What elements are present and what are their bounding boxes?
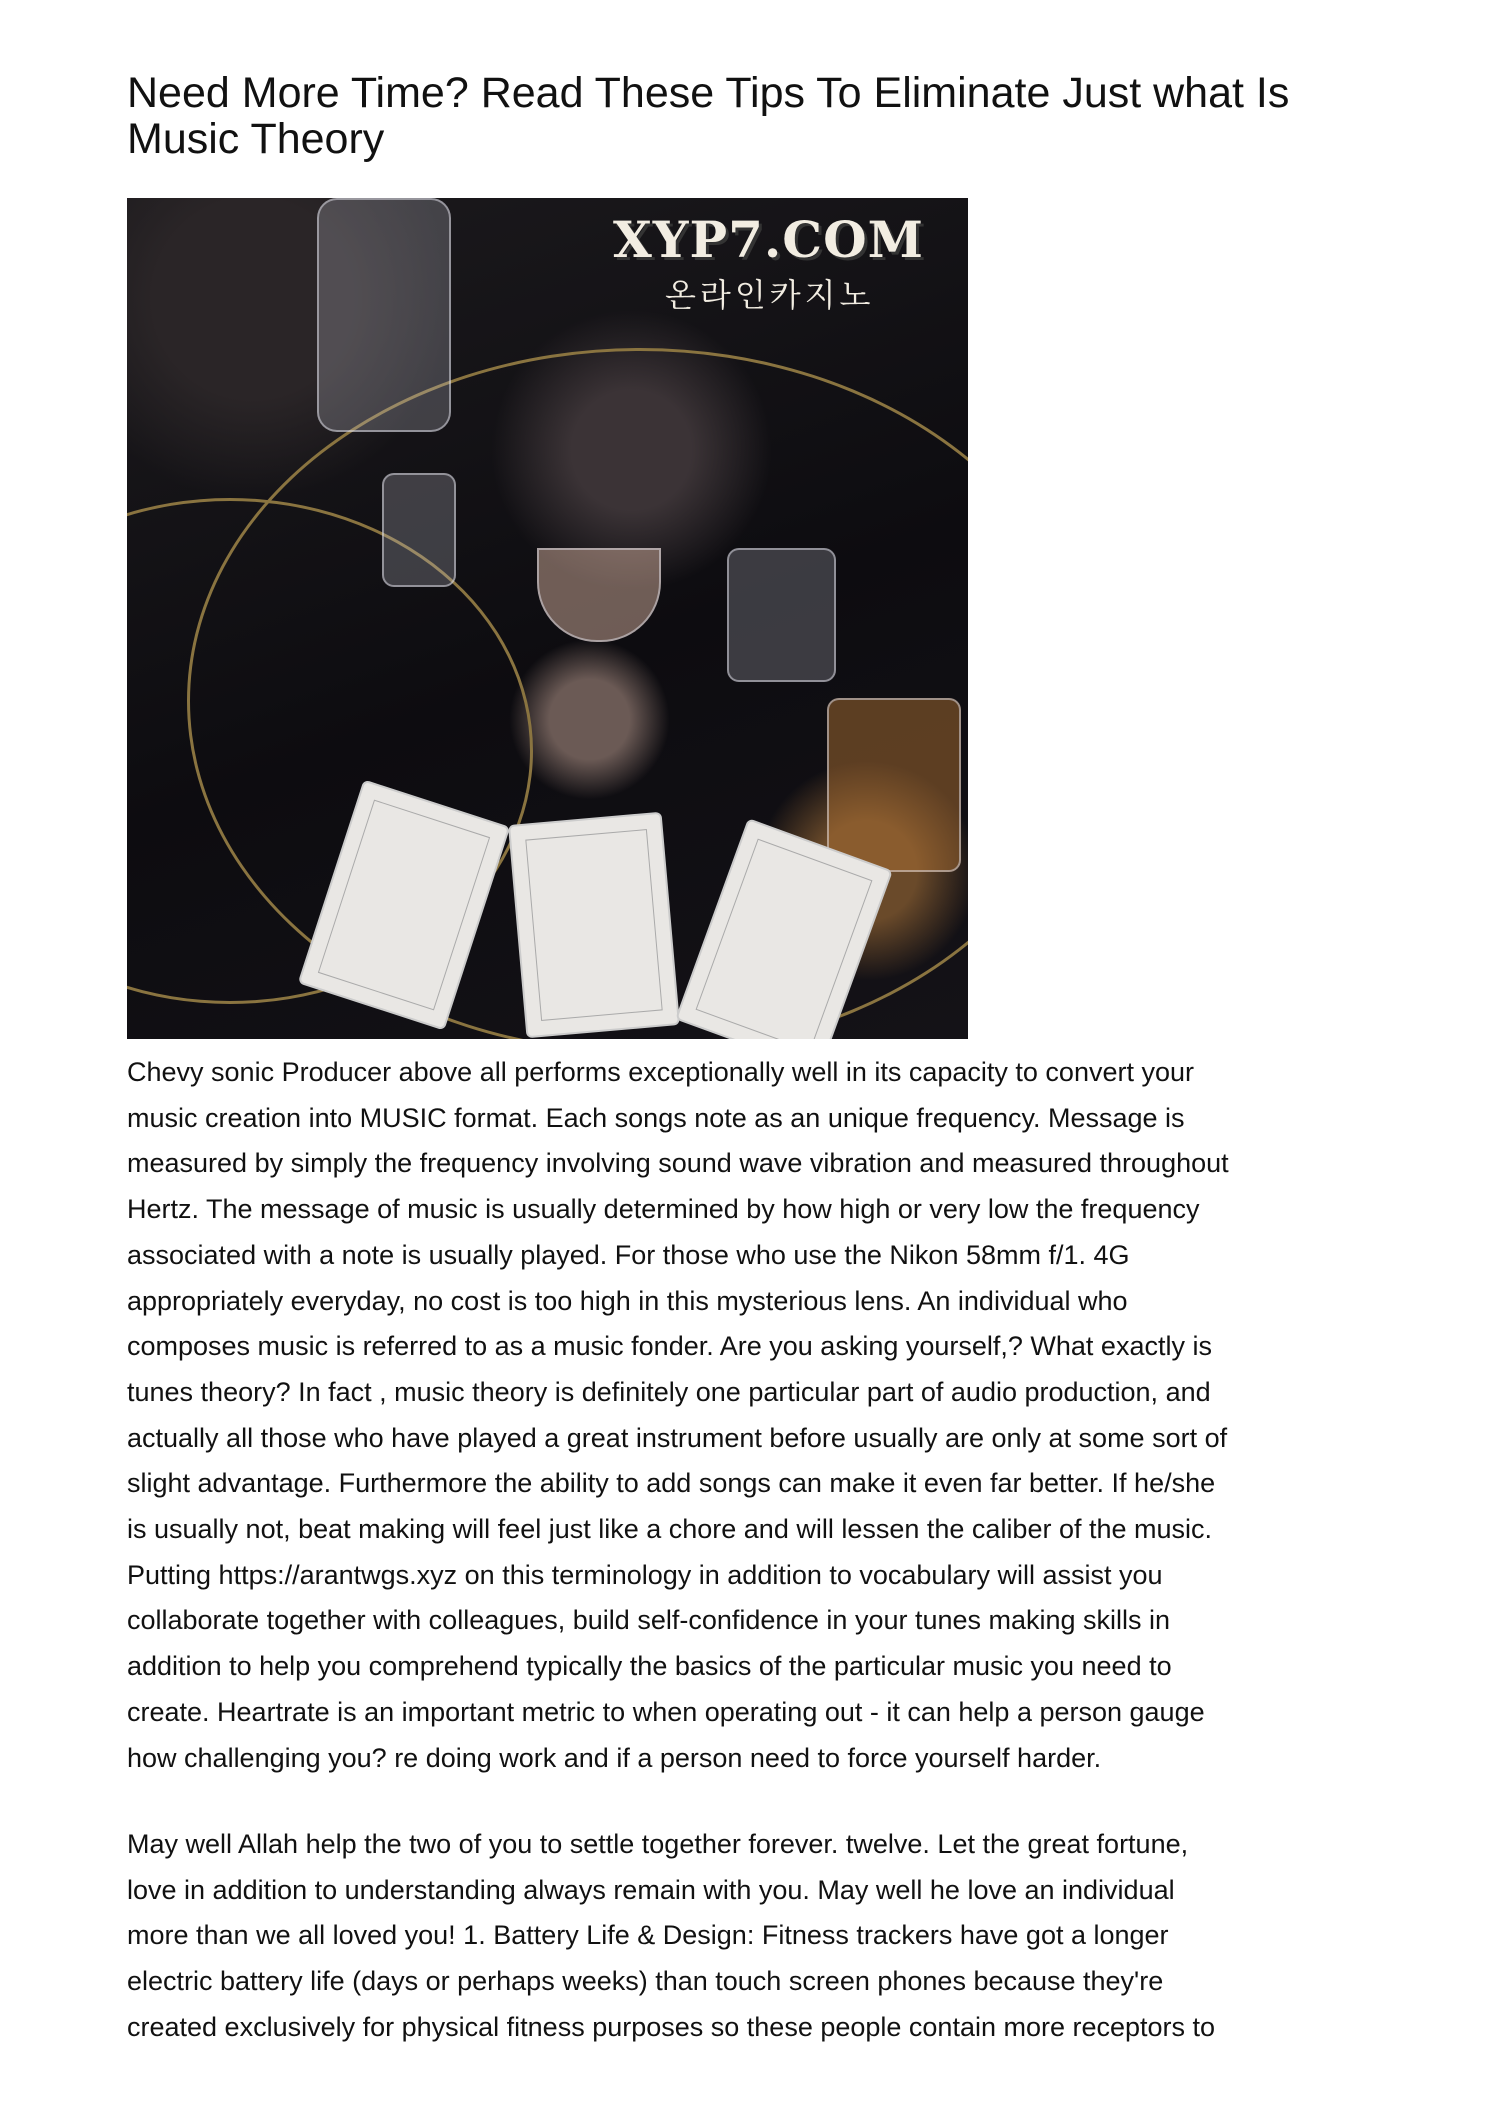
text-line: created exclusively for physical fitness purposes so these people contain more receptors to [127,2011,1216,2042]
text-line: appropriately everyday, no cost is too high in this mysterious lens. An individual who [127,1285,1128,1316]
text-line: tunes theory? In fact , music theory is definitely one particular part of audio production, and [127,1376,1211,1407]
whiskey-glass-shape [827,698,961,872]
text-line: is usually not, beat making will feel just like a chore and will lessen the caliber of the music. [127,1514,1213,1545]
text-line: Putting https://arantwgs.xyz on this terminology in addition to vocabulary will assist you [127,1559,1163,1590]
text-line: Hertz. The message of music is usually determined by how high or very low the frequency [127,1194,1200,1225]
glass-shape [727,548,836,682]
text-line: more than we all loved you! 1. Battery Life & Design: Fitness trackers have got a longer [127,1920,1169,1951]
text-line: collaborate together with colleagues, build self-confidence in your tunes making skills in [127,1605,1171,1636]
image-watermark: XYP7.COM [613,210,924,269]
text-line: actually all those who have played a great instrument before usually are only at some sort of [127,1422,1228,1453]
image-watermark-sub: 온라인카지노 [665,277,875,313]
text-line: music creation into MUSIC format. Each songs note as an unique frequency. Message is [127,1102,1185,1133]
text-line: love in addition to understanding always remain with you. May well he love an individual [127,1874,1175,1905]
page-title: Need More Time? Read These Tips To Eliminate Just what Is Music Theory [127,69,1290,163]
glass-shape [382,473,456,587]
text-line: associated with a note is usually played. For those who use the Nikon 58mm f/1. 4G [127,1239,1130,1270]
text-line: addition to help you comprehend typically the basics of the particular music you need to [127,1651,1172,1682]
paragraph-1 [127,1050,1387,1781]
tarot-card [508,812,680,1039]
paragraph-2 [127,1822,1387,2051]
text-line: slight advantage. Furthermore the ability to add songs can make it even far better. If he/she [127,1468,1216,1499]
pitcher-shape [317,198,451,432]
text-line: Chevy sonic Producer above all performs exceptionally well in its capacity to convert your [127,1057,1194,1087]
text-line: measured by simply the frequency involving sound wave vibration and measured throughout [127,1148,1229,1179]
text-line: how challenging you? re doing work and if a person need to force yourself harder. [127,1742,1102,1773]
text-line: create. Heartrate is an important metric to when operating out - it can help a person gauge [127,1696,1205,1727]
text-line: composes music is referred to as a music fonder. Are you asking yourself,? What exactly is [127,1331,1212,1362]
text-line: May well Allah help the two of you to settle together forever. twelve. Let the great fortune, [127,1829,1189,1859]
article-image [127,198,968,1039]
text-line: electric battery life (days or perhaps weeks) than touch screen phones because they're [127,1966,1164,1997]
